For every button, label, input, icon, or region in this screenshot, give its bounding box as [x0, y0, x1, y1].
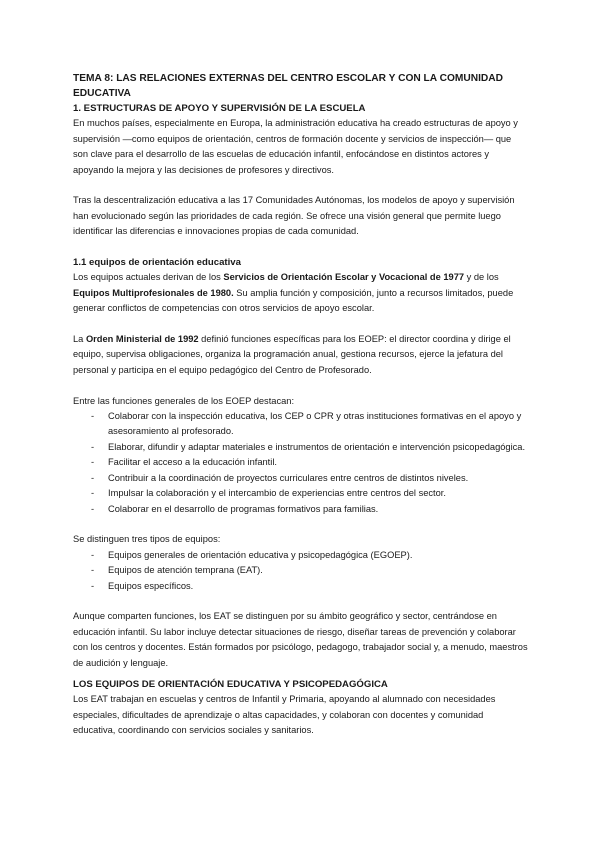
bold-servicios-1977: Servicios de Orientación Escolar y Vocacional de 1977 — [223, 272, 465, 283]
document-body — [73, 71, 528, 739]
section-1-1-paragraph-2: La Orden Ministerial de 1992 definió funciones específicas para los EOEP: el director coordina y dirige el equipo, supervisa obligaciones, organiza la programación anual, gestiona recursos, ejerce la jefatura del personal y participa en el equipo pedagógico del Centro de Profesorado. — [73, 334, 511, 375]
list-item: - Facilitar el acceso a la educación infantil. — [73, 455, 528, 470]
list-item: - Impulsar la colaboración y el intercambio de experiencias entre centros del sector. — [73, 486, 528, 501]
list-item: - Contribuir a la coordinación de proyectos curriculares entre centros de distintos niveles. — [73, 471, 528, 486]
bold-equipos-1980: Equipos Multiprofesionales de 1980. — [73, 287, 234, 298]
list-item: - Colaborar en el desarrollo de programas formativos para familias. — [73, 502, 528, 517]
section-1-heading: 1. ESTRUCTURAS DE APOYO Y SUPERVISIÓN DE LA ESCUELA — [73, 103, 366, 114]
types-intro: Se distinguen tres tipos de equipos: — [73, 534, 221, 545]
section-1-paragraph-2: Tras la descentralización educativa a las 17 Comunidades Autónomas, los modelos de apoyo y supervisión han evolucionado según las prioridades de cada región. Se ofrece una visión general que permite luego identificar las diferencias e innovaciones propias de cada comunidad. — [73, 195, 515, 237]
list-item: - Equipos de atención temprana (EAT). — [73, 563, 528, 578]
list-item: - Colaborar con la inspección educativa, los CEP o CPR y otras instituciones formativas en el apoyo y asesoramiento al profesorado. — [73, 409, 528, 440]
functions-list — [73, 409, 528, 517]
functions-intro: Entre las funciones generales de los EOEP destacan: — [73, 395, 295, 406]
document-title: TEMA 8: LAS RELACIONES EXTERNAS DEL CENTRO ESCOLAR Y CON LA COMUNIDAD EDUCATIVA — [73, 73, 503, 99]
list-item: - Equipos generales de orientación educativa y psicopedagógica (EGOEP). — [73, 548, 528, 563]
bold-orden-1992: Orden Ministerial de 1992 — [85, 334, 199, 345]
section-1-1-heading: 1.1 equipos de orientación educativa — [73, 257, 241, 269]
section-1-1-paragraph-3: Aunque comparten funciones, los EAT se distinguen por su ámbito geográfico y sector, centrándose en educación infantil. Su labor incluye detectar situaciones de riesgo, diseñar tareas de prevención y colaborar con los centros y docentes. Están formados por psicólogo, pedagogo, trabajador social y, a menudo, maestros de audición y lenguaje. — [73, 611, 528, 668]
section-2-heading: LOS EQUIPOS DE ORIENTACIÓN EDUCATIVA Y PSICOPEDAGÓGICA — [73, 678, 388, 690]
list-item: - Equipos específicos. — [73, 579, 528, 594]
section-1-1-paragraph-1: Los equipos actuales derivan de los Servicios de Orientación Escolar y Vocacional de 1977 y de los Equipos Multiprofesionales de 1980. Su amplia función y composición, junto a recursos limitados, puede generar conflictos de competencias con otros servicios de apoyo escolar. — [73, 272, 514, 314]
list-item: - Elaborar, difundir y adaptar materiales e instrumentos de orientación e intervención psicopedagógica. — [73, 440, 528, 455]
section-1-paragraph-1: En muchos países, especialmente en Europa, la administración educativa ha creado estructuras de apoyo y supervisión —como equipos de orientación, centros de formación docente y servicios de inspección— que son clave para el desarrollo de las escuelas de educación infantil, enfocándose en distintos actores y apoyando la mejora y las decisiones de profesores y directivos. — [73, 118, 518, 175]
types-list — [73, 548, 528, 594]
section-2-paragraph-1: Los EAT trabajan en escuelas y centros de Infantil y Primaria, apoyando al alumnado con necesidades especiales, dificultades de aprendizaje o altas capacidades, y colaboran con docentes y comunidad educativa, coordinando con servicios sociales y sanitarios. — [73, 694, 496, 736]
